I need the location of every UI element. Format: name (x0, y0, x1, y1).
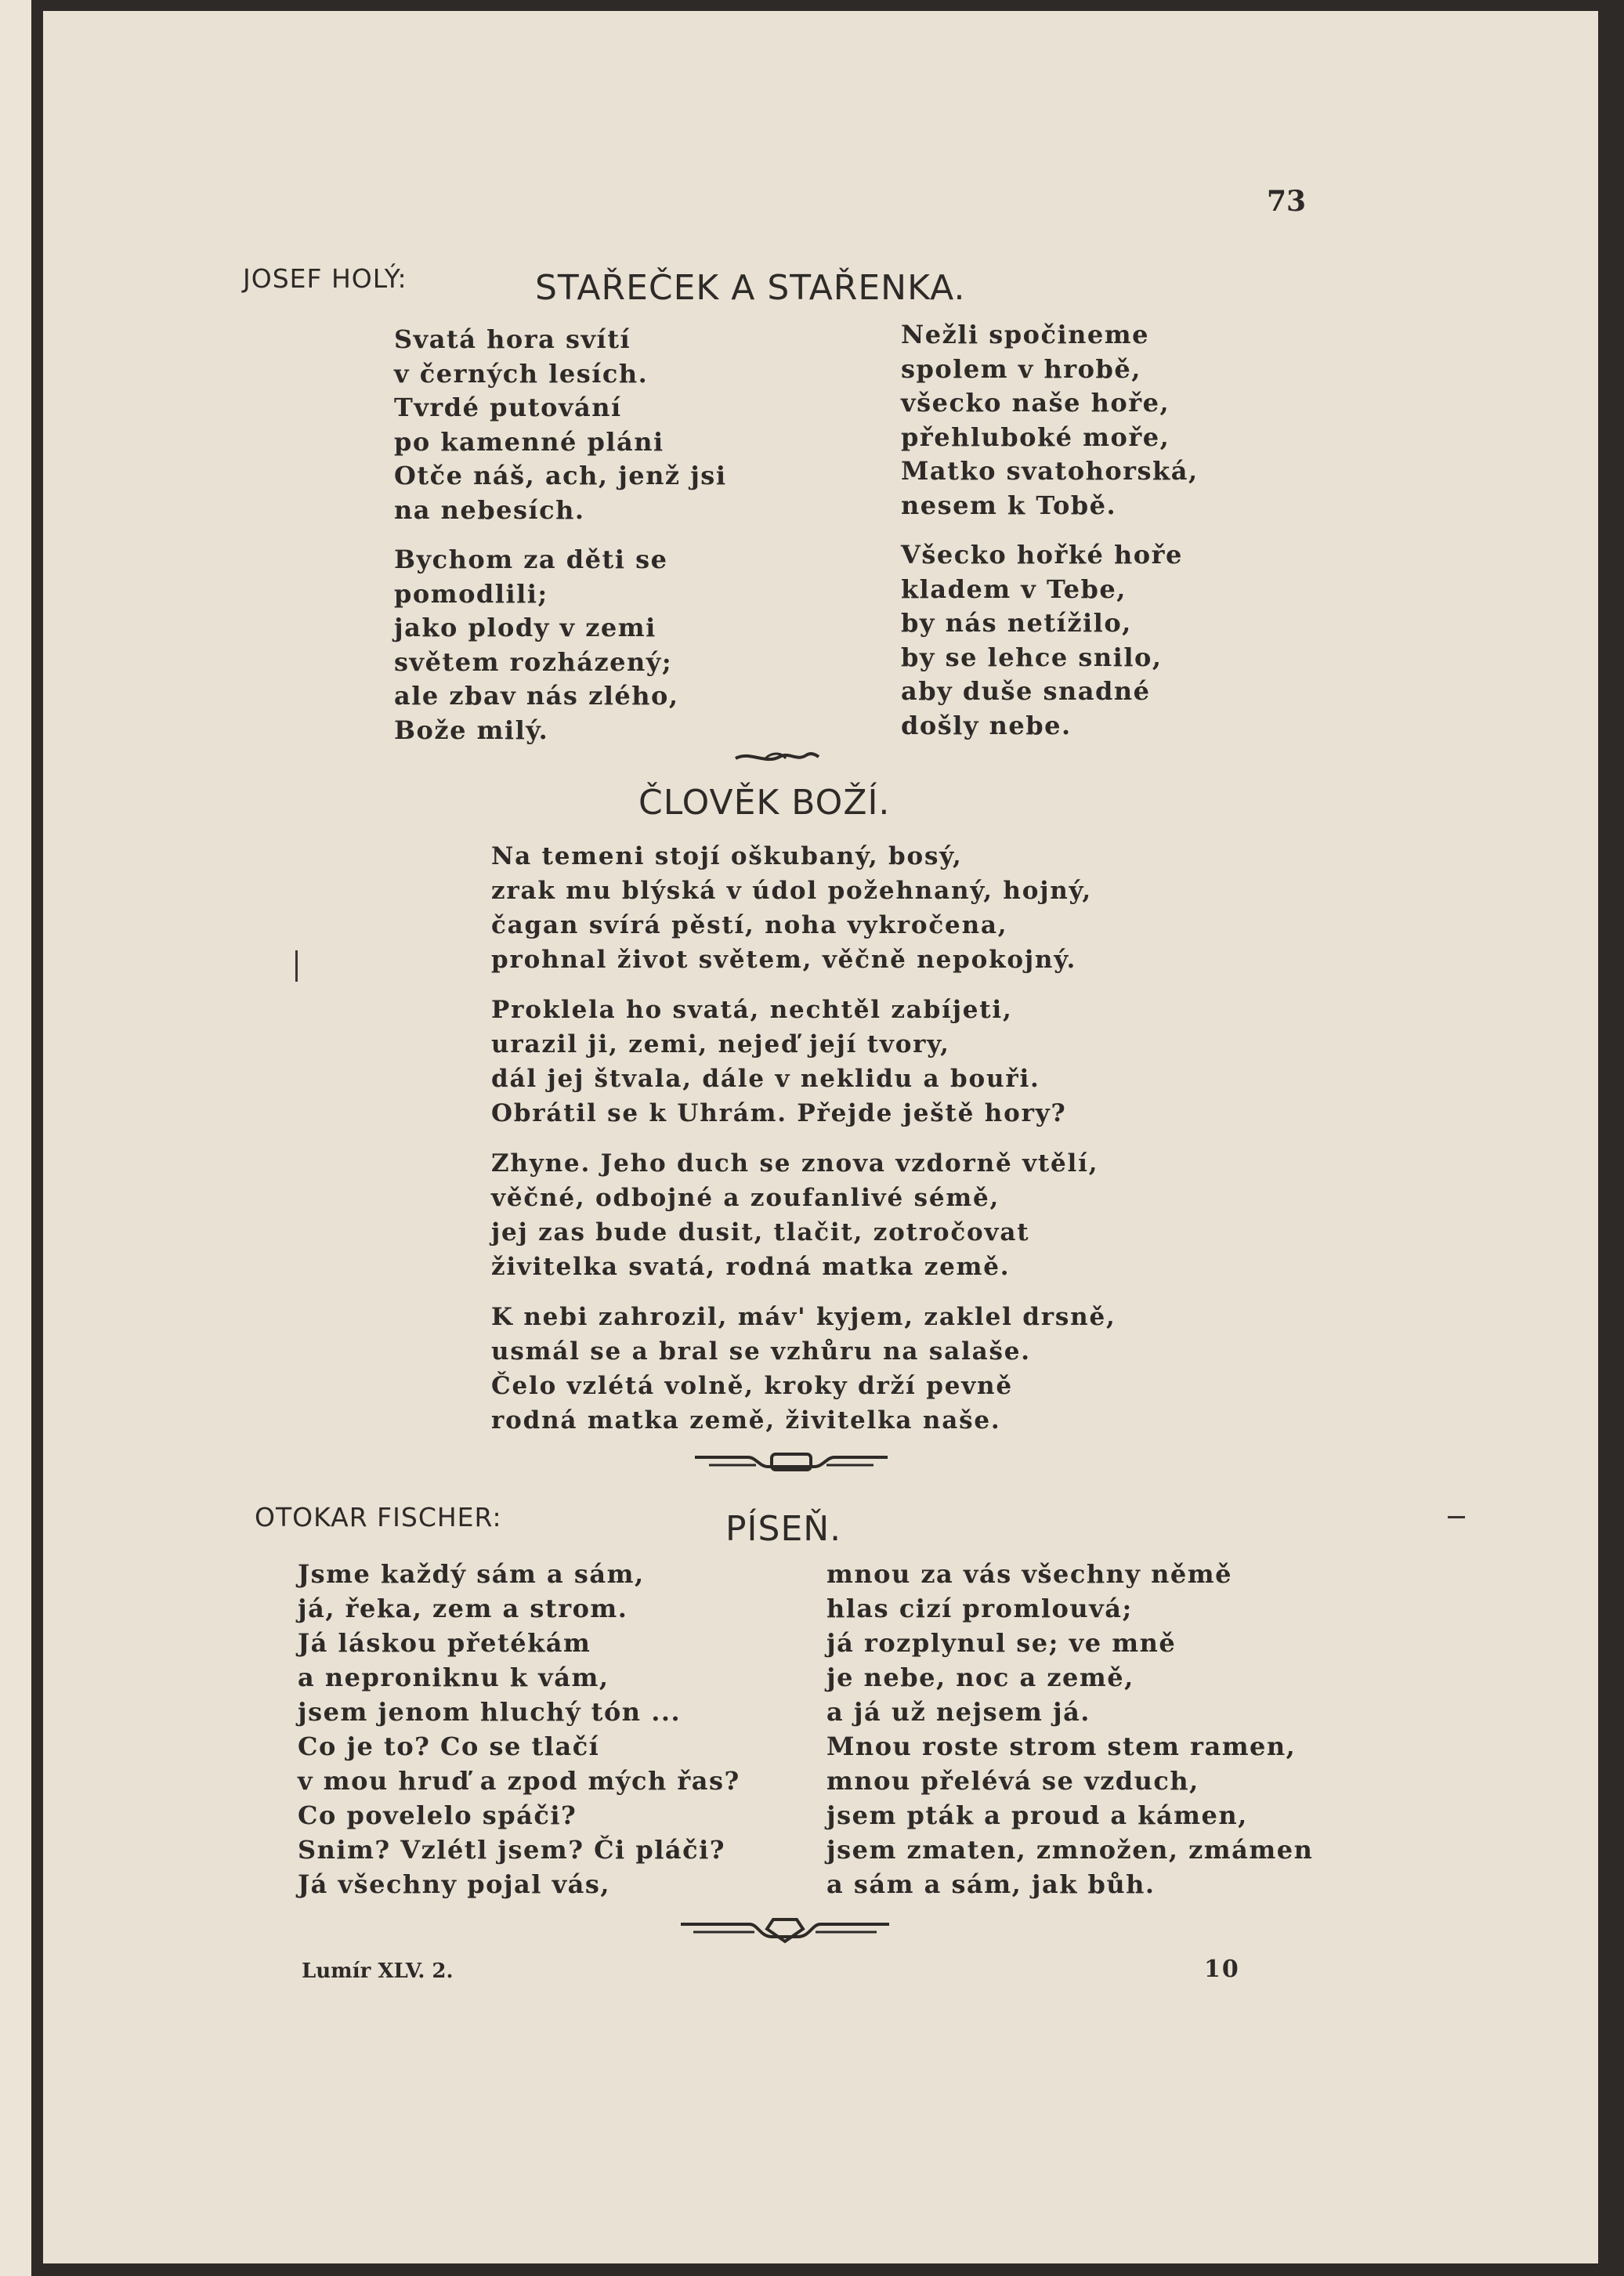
poem-line: přehluboké moře, (901, 422, 1170, 452)
poem-line: na nebesích. (394, 494, 585, 525)
poem-line: kladem v Tebe, (901, 574, 1127, 604)
margin-mark (295, 950, 298, 982)
poem-line: mnou za vás všechny němě (826, 1559, 1232, 1589)
poem-line: Na temeni stojí oškubaný, bosý, (491, 842, 963, 870)
poem3-author: OTOKAR FISCHER: (255, 1502, 502, 1532)
poem-line: Nežli spočineme (901, 320, 1149, 349)
poem-line: Co povelelo spáči? (298, 1800, 577, 1830)
poem-line: jej zas bude dusit, tlačit, zotročovat (491, 1218, 1030, 1247)
poem-line: jsem pták a proud a kámen, (826, 1800, 1248, 1830)
poem-line: K nebi zahrozil, máv' kyjem, zaklel drsně, (491, 1303, 1116, 1331)
poem-line: Já láskou přetékám (298, 1628, 591, 1658)
poem-line: jako plody v zemi (394, 613, 656, 642)
poem-line: rodná matka země, živitelka naše. (491, 1406, 1001, 1435)
poem-line: Zhyne. Jeho duch se znova vzdorně vtělí, (491, 1149, 1099, 1178)
poem-line: Tvrdé putování (394, 393, 622, 422)
poem-line: Všecko hořké hoře (901, 540, 1183, 570)
poem-line: Já všechny pojal vás, (298, 1869, 611, 1899)
small-ornament-icon (734, 747, 820, 768)
poem3-right-column (826, 1557, 1313, 1901)
poem-line: ale zbav nás zlého, (394, 681, 679, 711)
poem-line: a sám a sám, jak bůh. (826, 1869, 1156, 1899)
margin-mark (1448, 1516, 1465, 1518)
poem-line: Bože milý. (394, 715, 549, 745)
poem-line: spolem v hrobě, (901, 353, 1141, 384)
poem-line: a neproniknu k vám, (298, 1663, 609, 1692)
poem-line: mnou přelévá se vzduch, (826, 1766, 1199, 1796)
poem1-title: STAŘEČEK A STAŘENKA. (535, 268, 966, 308)
poem-line: aby duše snadné (901, 676, 1151, 706)
poem1-right-column (901, 318, 1199, 743)
poem-line: nesem k Tobě. (901, 490, 1117, 520)
poem-line: Proklela ho svatá, nechtěl zabíjeti, (491, 996, 1013, 1024)
poem-line: urazil ji, zemi, nejeď její tvory, (491, 1030, 950, 1058)
poem3-left-column (298, 1557, 740, 1901)
poem-line: Matko svatohorská, (901, 456, 1199, 486)
poem-line: já, řeka, zem a strom. (298, 1594, 628, 1623)
poem-line: živitelka svatá, rodná matka země. (491, 1253, 1011, 1281)
poem-line: Mnou roste strom stem ramen, (826, 1731, 1297, 1761)
poem-line: věčné, odbojné a zoufanlivé sémě, (491, 1184, 1000, 1212)
poem2-title: ČLOVĚK BOŽÍ. (638, 783, 891, 823)
poem-line: čagan svírá pěstí, noha vykročena, (491, 911, 1008, 939)
poem3-title: PÍSEŇ. (725, 1509, 842, 1549)
poem-line: Obrátil se k Uhrám. Přejde ještě hory? (491, 1099, 1067, 1127)
book-spine (0, 0, 31, 2276)
poem-line: jsem zmaten, zmnožen, zmámen (826, 1835, 1314, 1865)
footer-journal-signature: Lumír XLV. 2. (302, 1959, 454, 1983)
poem-line: je nebe, noc a země, (826, 1663, 1134, 1692)
poem-line: by nás netížilo, (901, 608, 1132, 638)
poem1-author: JOSEF HOLÝ: (243, 263, 407, 294)
footer-sheet-number: 10 (1204, 1956, 1240, 1983)
poem-line: a já už nejsem já. (826, 1697, 1091, 1727)
large-ornament-icon (679, 1913, 891, 1945)
poem-line: pomodlili; (394, 578, 548, 609)
poem-line: by se lehce snilo, (901, 642, 1163, 672)
poem-line: Čelo vzlétá volně, kroky drží pevně (491, 1372, 1013, 1400)
page-number: 73 (1267, 185, 1307, 218)
poem-line: světem rozházený; (394, 646, 673, 677)
poem-line: Otče náš, ach, jenž jsi (394, 461, 727, 490)
poem-line: po kamenné pláni (394, 426, 664, 457)
medium-ornament-icon (693, 1449, 889, 1475)
poem-line: jsem jenom hluchý tón ... (298, 1697, 682, 1727)
poem-line: já rozplynul se; ve mně (826, 1628, 1177, 1658)
poem-line: dál jej štvala, dále v neklidu a bouři. (491, 1065, 1040, 1093)
poem-line: Snim? Vzlétl jsem? Či pláči? (298, 1835, 725, 1865)
poem-line: Bychom za děti se (394, 545, 668, 574)
poem2-body (491, 839, 1116, 1438)
poem-line: usmál se a bral se vzhůru na salaše. (491, 1337, 1031, 1366)
poem-line: došly nebe. (901, 710, 1072, 740)
book-page (43, 11, 1598, 2263)
poem-line: Co je to? Co se tlačí (298, 1731, 600, 1761)
poem-line: zrak mu blýská v údol požehnaný, hojný, (491, 877, 1092, 905)
poem1-left-column (394, 323, 726, 747)
poem-line: Jsme každý sám a sám, (298, 1559, 645, 1589)
poem-line: v mou hruď a zpod mých řas? (298, 1766, 740, 1796)
poem-line: v černých lesích. (394, 358, 649, 389)
poem-line: prohnal život světem, věčně nepokojný. (491, 946, 1077, 974)
poem-line: všecko naše hoře, (901, 388, 1170, 418)
poem-line: hlas cizí promlouvá; (826, 1594, 1133, 1623)
poem-line: Svatá hora svítí (394, 324, 631, 354)
